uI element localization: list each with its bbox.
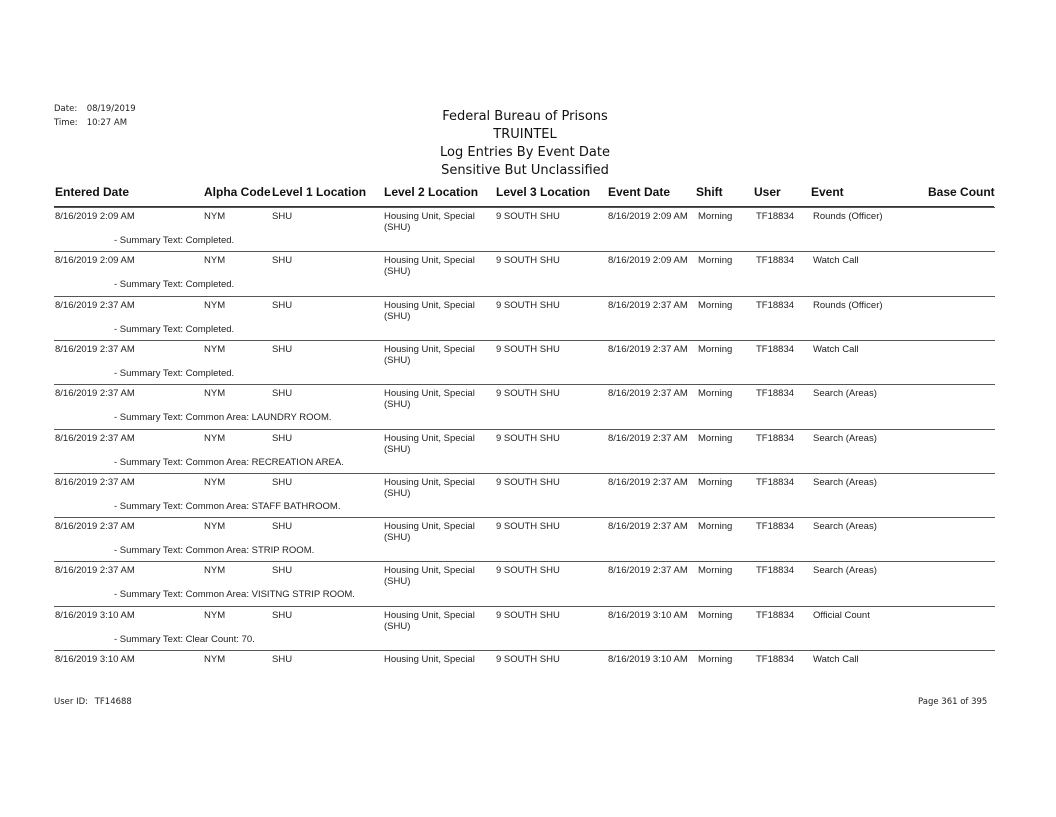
row-divider [54,296,995,297]
date-label: Date: [54,104,78,114]
cell-shift: Morning [698,521,733,533]
cell-level1-location: SHU [272,343,293,355]
cell-user: TF18834 [756,388,795,400]
col-user: User [754,185,781,199]
cell-user: TF18834 [756,255,795,267]
cell-event: Official Count [813,609,870,621]
cell-level1-location: SHU [272,609,293,621]
row-summary-text: - Summary Text: Common Area: VISITNG STRIP ROOM. [114,589,355,601]
cell-entered-date: 8/16/2019 3:10 AM [55,654,135,665]
cell-alpha-code: NYM [204,521,226,533]
cell-level3-location: 9 SOUTH SHU [496,211,560,222]
user-id-value: TF14688 [94,697,132,707]
col-event: Event [811,185,844,199]
cell-user: TF18834 [756,521,795,533]
cell-event-date: 8/16/2019 2:37 AM [608,432,688,444]
cell-user: TF18834 [756,609,795,621]
row-divider [54,650,995,651]
cell-entered-date: 8/16/2019 2:09 AM [55,211,135,222]
cell-user: TF18834 [756,211,795,222]
cell-event-date: 8/16/2019 2:37 AM [608,343,688,355]
table-row [0,606,1056,650]
cell-event-date: 8/16/2019 2:09 AM [608,211,688,222]
cell-user: TF18834 [756,432,795,444]
cell-alpha-code: NYM [204,432,226,444]
row-summary-text: - Summary Text: Completed. [114,279,235,291]
row-summary-text: - Summary Text: Common Area: LAUNDRY ROOM. [114,412,332,424]
col-alpha-code: Alpha Code [204,185,271,199]
cell-event: Watch Call [813,343,859,355]
cell-entered-date: 8/16/2019 2:37 AM [55,476,135,488]
cell-entered-date: 8/16/2019 2:37 AM [55,565,135,577]
cell-event: Search (Areas) [813,565,877,577]
cell-event: Watch Call [813,255,859,267]
cell-shift: Morning [698,255,733,267]
footer-page-number: Page 361 of 395 [918,697,988,707]
cell-event: Rounds (Officer) [813,211,883,222]
cell-shift: Morning [698,388,733,400]
cell-user: TF18834 [756,299,795,311]
title-agency: Federal Bureau of Prisons [442,109,608,124]
row-summary-text: - Summary Text: Completed. [114,323,235,335]
cell-entered-date: 8/16/2019 2:37 AM [55,388,135,400]
col-shift: Shift [696,185,723,199]
cell-event: Watch Call [813,654,859,665]
col-event-date: Event Date [608,185,671,199]
cell-level1-location: SHU [272,211,293,222]
row-divider [54,561,995,562]
footer-user-id [54,697,132,707]
col-level2-location: Level 2 Location [384,185,479,199]
cell-event-date: 8/16/2019 2:37 AM [608,565,688,577]
cell-entered-date: 8/16/2019 3:10 AM [55,609,135,621]
cell-level1-location: SHU [272,565,293,577]
cell-level2-location: Housing Unit, Special (SHU) [384,609,475,632]
row-divider [54,606,995,607]
col-entered-date: Entered Date [55,185,130,199]
row-summary-text: - Summary Text: Completed. [114,367,235,379]
cell-level1-location: SHU [272,388,293,400]
cell-user: TF18834 [756,343,795,355]
cell-level2-location: Housing Unit, Special (SHU) [384,211,475,233]
cell-shift: Morning [698,299,733,311]
cell-level2-location: Housing Unit, Special (SHU) [384,476,475,499]
cell-alpha-code: NYM [204,609,226,621]
cell-level3-location: 9 SOUTH SHU [496,388,560,400]
cell-user: TF18834 [756,654,795,665]
report-title [360,108,690,180]
table-row [0,429,1056,473]
cell-level2-location: Housing Unit, Special [384,654,475,665]
cell-event: Rounds (Officer) [813,299,883,311]
cell-level1-location: SHU [272,654,293,665]
row-summary-text: - Summary Text: Completed. [114,235,235,246]
cell-level1-location: SHU [272,255,293,267]
cell-alpha-code: NYM [204,211,226,222]
cell-level1-location: SHU [272,432,293,444]
cell-shift: Morning [698,565,733,577]
table-row [0,561,1056,605]
row-divider [54,429,995,430]
cell-level1-location: SHU [272,476,293,488]
row-divider [54,340,995,341]
cell-level2-location: Housing Unit, Special (SHU) [384,521,475,544]
time-label: Time: [54,118,78,128]
cell-alpha-code: NYM [204,343,226,355]
cell-event: Search (Areas) [813,521,877,533]
table-row [0,207,1056,251]
cell-level3-location: 9 SOUTH SHU [496,609,560,621]
table-row [0,650,1056,694]
cell-level2-location: Housing Unit, Special (SHU) [384,388,475,411]
report-date [54,104,136,114]
cell-level3-location: 9 SOUTH SHU [496,476,560,488]
row-summary-text: - Summary Text: Common Area: STAFF BATHROOM. [114,500,341,512]
cell-shift: Morning [698,476,733,488]
row-summary-text: - Summary Text: Common Area: STRIP ROOM. [114,545,315,557]
report-time [54,118,127,128]
cell-level3-location: 9 SOUTH SHU [496,255,560,267]
row-divider [54,251,995,252]
cell-entered-date: 8/16/2019 2:09 AM [55,255,135,267]
cell-shift: Morning [698,654,733,665]
col-level3-location: Level 3 Location [496,185,591,199]
cell-level2-location: Housing Unit, Special (SHU) [384,299,475,322]
cell-level2-location: Housing Unit, Special (SHU) [384,432,475,455]
cell-event-date: 8/16/2019 2:37 AM [608,521,688,533]
cell-user: TF18834 [756,476,795,488]
date-value: 08/19/2019 [86,104,136,114]
cell-level3-location: 9 SOUTH SHU [496,299,560,311]
table-row [0,340,1056,384]
cell-entered-date: 8/16/2019 2:37 AM [55,432,135,444]
row-summary-text: - Summary Text: Clear Count: 70. [114,633,255,645]
table-row [0,384,1056,428]
cell-event-date: 8/16/2019 2:37 AM [608,388,688,400]
cell-level1-location: SHU [272,299,293,311]
cell-level3-location: 9 SOUTH SHU [496,565,560,577]
cell-event-date: 8/16/2019 2:09 AM [608,255,688,267]
cell-level3-location: 9 SOUTH SHU [496,521,560,533]
cell-entered-date: 8/16/2019 2:37 AM [55,299,135,311]
cell-alpha-code: NYM [204,388,226,400]
row-summary-text: - Summary Text: Common Area: RECREATION AREA. [114,456,344,468]
cell-alpha-code: NYM [204,255,226,267]
row-divider [54,384,995,385]
title-system: TRUINTEL [493,127,557,142]
cell-alpha-code: NYM [204,476,226,488]
col-base-count: Base Count [928,185,995,199]
row-divider [54,473,995,474]
table-row [0,296,1056,340]
cell-shift: Morning [698,211,733,222]
row-divider [54,207,995,208]
cell-alpha-code: NYM [204,299,226,311]
cell-event: Search (Areas) [813,432,877,444]
title-report-name: Log Entries By Event Date [440,145,610,160]
cell-shift: Morning [698,343,733,355]
cell-level3-location: 9 SOUTH SHU [496,343,560,355]
cell-level3-location: 9 SOUTH SHU [496,654,560,665]
user-id-label: User ID: [54,697,88,707]
row-divider [54,517,995,518]
cell-event-date: 8/16/2019 3:10 AM [608,609,688,621]
cell-level1-location: SHU [272,521,293,533]
cell-level3-location: 9 SOUTH SHU [496,432,560,444]
cell-shift: Morning [698,432,733,444]
cell-event: Search (Areas) [813,476,877,488]
cell-event: Search (Areas) [813,388,877,400]
title-classification: Sensitive But Unclassified [441,163,609,178]
cell-event-date: 8/16/2019 2:37 AM [608,299,688,311]
cell-level2-location: Housing Unit, Special (SHU) [384,255,475,278]
col-level1-location: Level 1 Location [272,185,367,199]
cell-user: TF18834 [756,565,795,577]
cell-entered-date: 8/16/2019 2:37 AM [55,521,135,533]
cell-level2-location: Housing Unit, Special (SHU) [384,343,475,366]
table-row [0,517,1056,561]
table-row [0,251,1056,295]
table-row [0,473,1056,517]
cell-alpha-code: NYM [204,565,226,577]
cell-entered-date: 8/16/2019 2:37 AM [55,343,135,355]
cell-alpha-code: NYM [204,654,226,665]
time-value: 10:27 AM [86,118,128,128]
cell-shift: Morning [698,609,733,621]
cell-level2-location: Housing Unit, Special (SHU) [384,565,475,588]
cell-event-date: 8/16/2019 2:37 AM [608,476,688,488]
cell-event-date: 8/16/2019 3:10 AM [608,654,688,665]
